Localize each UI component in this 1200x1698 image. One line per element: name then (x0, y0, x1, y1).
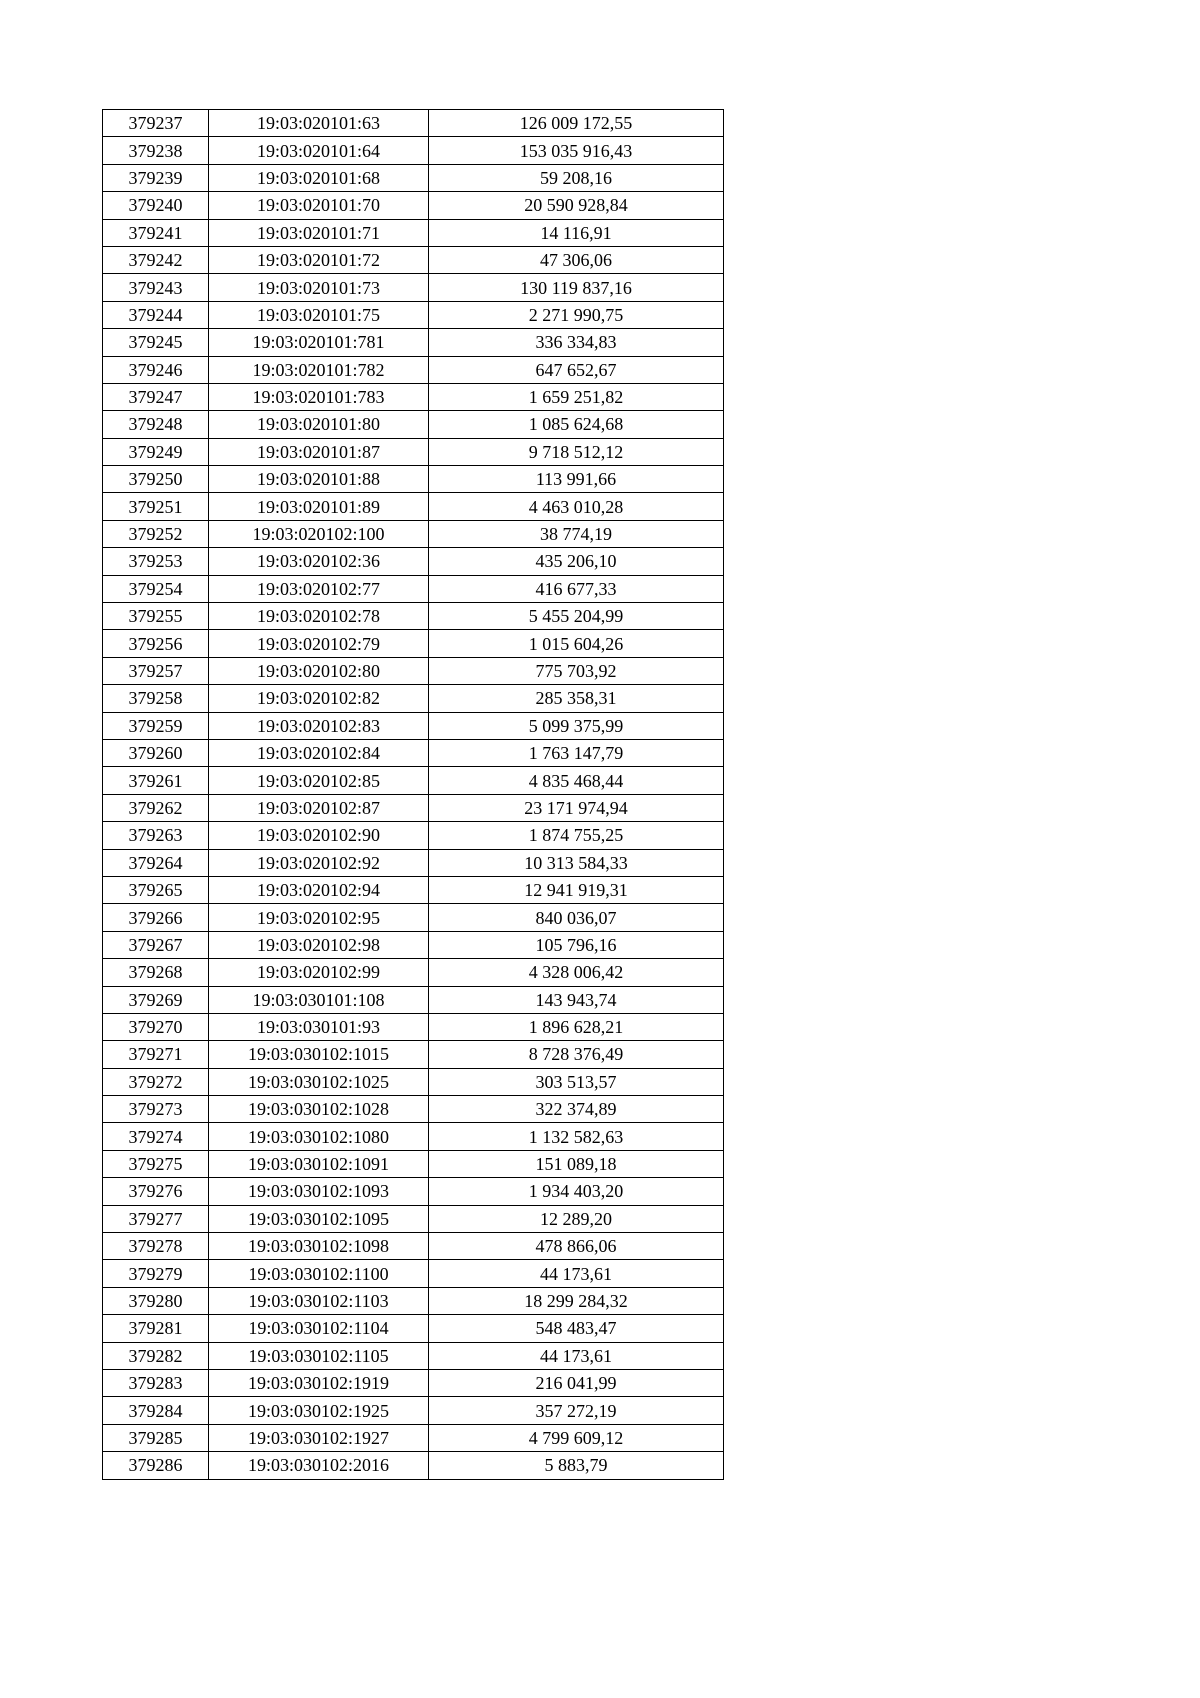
value-cell: 12 941 919,31 (429, 876, 724, 903)
cadastral-number-cell: 19:03:020102:99 (209, 959, 429, 986)
table-row (103, 1342, 724, 1369)
table-row (103, 137, 724, 164)
table-row (103, 246, 724, 273)
table-row (103, 986, 724, 1013)
value-cell: 126 009 172,55 (429, 110, 724, 137)
value-cell: 1 934 403,20 (429, 1178, 724, 1205)
value-cell: 2 271 990,75 (429, 301, 724, 328)
row-number-cell: 379274 (103, 1123, 209, 1150)
value-cell: 357 272,19 (429, 1397, 724, 1424)
row-number-cell: 379245 (103, 329, 209, 356)
cadastral-number-cell: 19:03:020102:87 (209, 794, 429, 821)
table-row (103, 466, 724, 493)
table-row (103, 520, 724, 547)
row-number-cell: 379244 (103, 301, 209, 328)
value-cell: 4 328 006,42 (429, 959, 724, 986)
value-cell: 1 896 628,21 (429, 1013, 724, 1040)
table-row (103, 1178, 724, 1205)
value-cell: 8 728 376,49 (429, 1041, 724, 1068)
table-row (103, 1397, 724, 1424)
table-row (103, 438, 724, 465)
row-number-cell: 379276 (103, 1178, 209, 1205)
table-row (103, 301, 724, 328)
value-cell: 336 334,83 (429, 329, 724, 356)
value-cell: 4 835 468,44 (429, 767, 724, 794)
value-cell: 5 883,79 (429, 1452, 724, 1479)
table-row (103, 1260, 724, 1287)
value-cell: 1 085 624,68 (429, 411, 724, 438)
row-number-cell: 379248 (103, 411, 209, 438)
cadastral-number-cell: 19:03:020102:98 (209, 931, 429, 958)
row-number-cell: 379260 (103, 739, 209, 766)
table-row (103, 1205, 724, 1232)
cadastral-number-cell: 19:03:020101:63 (209, 110, 429, 137)
cadastral-number-cell: 19:03:020101:783 (209, 383, 429, 410)
table-row (103, 767, 724, 794)
table-row (103, 164, 724, 191)
value-cell: 130 119 837,16 (429, 274, 724, 301)
cadastral-number-cell: 19:03:020101:71 (209, 219, 429, 246)
row-number-cell: 379268 (103, 959, 209, 986)
table-row (103, 1068, 724, 1095)
table-row (103, 274, 724, 301)
cadastral-number-cell: 19:03:020102:77 (209, 575, 429, 602)
table-row (103, 493, 724, 520)
value-cell: 5 099 375,99 (429, 712, 724, 739)
row-number-cell: 379262 (103, 794, 209, 821)
value-cell: 10 313 584,33 (429, 849, 724, 876)
row-number-cell: 379251 (103, 493, 209, 520)
table-row (103, 548, 724, 575)
cadastral-number-cell: 19:03:020102:90 (209, 822, 429, 849)
table-row (103, 1150, 724, 1177)
value-cell: 303 513,57 (429, 1068, 724, 1095)
cadastral-number-cell: 19:03:020102:95 (209, 904, 429, 931)
cadastral-number-cell: 19:03:030102:1028 (209, 1096, 429, 1123)
cadastral-number-cell: 19:03:020101:87 (209, 438, 429, 465)
table-row (103, 110, 724, 137)
row-number-cell: 379264 (103, 849, 209, 876)
value-cell: 4 799 609,12 (429, 1424, 724, 1451)
row-number-cell: 379267 (103, 931, 209, 958)
row-number-cell: 379269 (103, 986, 209, 1013)
cadastral-number-cell: 19:03:020102:100 (209, 520, 429, 547)
row-number-cell: 379257 (103, 657, 209, 684)
row-number-cell: 379275 (103, 1150, 209, 1177)
table-row (103, 1013, 724, 1040)
value-cell: 285 358,31 (429, 685, 724, 712)
cadastral-number-cell: 19:03:020101:80 (209, 411, 429, 438)
cadastral-number-cell: 19:03:030102:1080 (209, 1123, 429, 1150)
table-row (103, 1315, 724, 1342)
row-number-cell: 379254 (103, 575, 209, 602)
value-cell: 1 132 582,63 (429, 1123, 724, 1150)
row-number-cell: 379238 (103, 137, 209, 164)
table-body (103, 110, 724, 1480)
row-number-cell: 379261 (103, 767, 209, 794)
value-cell: 38 774,19 (429, 520, 724, 547)
row-number-cell: 379259 (103, 712, 209, 739)
cadastral-number-cell: 19:03:020102:80 (209, 657, 429, 684)
cadastral-number-cell: 19:03:020102:36 (209, 548, 429, 575)
row-number-cell: 379286 (103, 1452, 209, 1479)
cadastral-number-cell: 19:03:030102:1098 (209, 1233, 429, 1260)
cadastral-number-cell: 19:03:020101:782 (209, 356, 429, 383)
value-cell: 47 306,06 (429, 246, 724, 273)
row-number-cell: 379239 (103, 164, 209, 191)
table-row (103, 1452, 724, 1479)
table-row (103, 356, 724, 383)
row-number-cell: 379247 (103, 383, 209, 410)
value-cell: 14 116,91 (429, 219, 724, 246)
row-number-cell: 379270 (103, 1013, 209, 1040)
cadastral-number-cell: 19:03:020101:73 (209, 274, 429, 301)
row-number-cell: 379284 (103, 1397, 209, 1424)
cadastral-number-cell: 19:03:030101:93 (209, 1013, 429, 1040)
cadastral-number-cell: 19:03:020101:70 (209, 192, 429, 219)
value-cell: 1 659 251,82 (429, 383, 724, 410)
table-row (103, 1041, 724, 1068)
table-row (103, 630, 724, 657)
value-cell: 322 374,89 (429, 1096, 724, 1123)
table-row (103, 411, 724, 438)
value-cell: 151 089,18 (429, 1150, 724, 1177)
row-number-cell: 379285 (103, 1424, 209, 1451)
row-number-cell: 379243 (103, 274, 209, 301)
table-row (103, 192, 724, 219)
cadastral-number-cell: 19:03:020102:83 (209, 712, 429, 739)
cadastral-number-cell: 19:03:020102:79 (209, 630, 429, 657)
cadastral-number-cell: 19:03:030102:1104 (209, 1315, 429, 1342)
cadastral-number-cell: 19:03:030102:1100 (209, 1260, 429, 1287)
cadastral-number-cell: 19:03:030102:1105 (209, 1342, 429, 1369)
cadastral-number-cell: 19:03:030102:1927 (209, 1424, 429, 1451)
table-row (103, 1123, 724, 1150)
row-number-cell: 379250 (103, 466, 209, 493)
cadastral-number-cell: 19:03:030101:108 (209, 986, 429, 1013)
cadastral-number-cell: 19:03:020101:64 (209, 137, 429, 164)
cadastral-number-cell: 19:03:030102:1103 (209, 1287, 429, 1314)
value-cell: 23 171 974,94 (429, 794, 724, 821)
table-row (103, 794, 724, 821)
value-cell: 9 718 512,12 (429, 438, 724, 465)
table-row (103, 849, 724, 876)
table-row (103, 1287, 724, 1314)
value-cell: 20 590 928,84 (429, 192, 724, 219)
table-row (103, 657, 724, 684)
cadastral-number-cell: 19:03:020101:781 (209, 329, 429, 356)
value-cell: 1 015 604,26 (429, 630, 724, 657)
row-number-cell: 379281 (103, 1315, 209, 1342)
cadastral-number-cell: 19:03:020101:72 (209, 246, 429, 273)
value-cell: 44 173,61 (429, 1260, 724, 1287)
table-row (103, 1233, 724, 1260)
cadastral-number-cell: 19:03:020102:84 (209, 739, 429, 766)
table-row (103, 712, 724, 739)
cadastral-number-cell: 19:03:020102:78 (209, 603, 429, 630)
value-cell: 775 703,92 (429, 657, 724, 684)
cadastral-number-cell: 19:03:030102:2016 (209, 1452, 429, 1479)
cadastral-number-cell: 19:03:020101:89 (209, 493, 429, 520)
row-number-cell: 379237 (103, 110, 209, 137)
value-cell: 647 652,67 (429, 356, 724, 383)
value-cell: 5 455 204,99 (429, 603, 724, 630)
table-row (103, 739, 724, 766)
row-number-cell: 379265 (103, 876, 209, 903)
value-cell: 18 299 284,32 (429, 1287, 724, 1314)
table-row (103, 1369, 724, 1396)
cadastral-number-cell: 19:03:030102:1095 (209, 1205, 429, 1232)
row-number-cell: 379273 (103, 1096, 209, 1123)
row-number-cell: 379240 (103, 192, 209, 219)
value-cell: 548 483,47 (429, 1315, 724, 1342)
row-number-cell: 379266 (103, 904, 209, 931)
cadastral-number-cell: 19:03:020102:94 (209, 876, 429, 903)
cadastral-number-cell: 19:03:030102:1093 (209, 1178, 429, 1205)
cadastral-number-cell: 19:03:020102:85 (209, 767, 429, 794)
row-number-cell: 379246 (103, 356, 209, 383)
cadastral-number-cell: 19:03:020101:68 (209, 164, 429, 191)
row-number-cell: 379283 (103, 1369, 209, 1396)
table-row (103, 685, 724, 712)
row-number-cell: 379258 (103, 685, 209, 712)
cadastral-number-cell: 19:03:030102:1025 (209, 1068, 429, 1095)
cadastral-number-cell: 19:03:030102:1015 (209, 1041, 429, 1068)
table-row (103, 383, 724, 410)
row-number-cell: 379249 (103, 438, 209, 465)
value-cell: 216 041,99 (429, 1369, 724, 1396)
table-row (103, 1096, 724, 1123)
table-row (103, 959, 724, 986)
row-number-cell: 379242 (103, 246, 209, 273)
row-number-cell: 379277 (103, 1205, 209, 1232)
value-cell: 153 035 916,43 (429, 137, 724, 164)
cadastral-number-cell: 19:03:030102:1919 (209, 1369, 429, 1396)
row-number-cell: 379278 (103, 1233, 209, 1260)
value-cell: 840 036,07 (429, 904, 724, 931)
value-cell: 143 943,74 (429, 986, 724, 1013)
value-cell: 12 289,20 (429, 1205, 724, 1232)
cadastral-number-cell: 19:03:030102:1091 (209, 1150, 429, 1177)
table-row (103, 904, 724, 931)
row-number-cell: 379282 (103, 1342, 209, 1369)
row-number-cell: 379280 (103, 1287, 209, 1314)
cadastral-number-cell: 19:03:030102:1925 (209, 1397, 429, 1424)
value-cell: 59 208,16 (429, 164, 724, 191)
value-cell: 113 991,66 (429, 466, 724, 493)
row-number-cell: 379271 (103, 1041, 209, 1068)
table-row (103, 219, 724, 246)
table-row (103, 822, 724, 849)
value-cell: 416 677,33 (429, 575, 724, 602)
cadastral-number-cell: 19:03:020101:88 (209, 466, 429, 493)
table-row (103, 575, 724, 602)
cadastral-number-cell: 19:03:020101:75 (209, 301, 429, 328)
table-row (103, 1424, 724, 1451)
row-number-cell: 379253 (103, 548, 209, 575)
value-cell: 478 866,06 (429, 1233, 724, 1260)
cadastral-number-cell: 19:03:020102:92 (209, 849, 429, 876)
table-row (103, 329, 724, 356)
row-number-cell: 379256 (103, 630, 209, 657)
value-cell: 435 206,10 (429, 548, 724, 575)
value-cell: 1 763 147,79 (429, 739, 724, 766)
row-number-cell: 379263 (103, 822, 209, 849)
row-number-cell: 379252 (103, 520, 209, 547)
cadastral-value-table (102, 109, 724, 1480)
value-cell: 105 796,16 (429, 931, 724, 958)
row-number-cell: 379272 (103, 1068, 209, 1095)
cadastral-number-cell: 19:03:020102:82 (209, 685, 429, 712)
value-cell: 4 463 010,28 (429, 493, 724, 520)
value-cell: 1 874 755,25 (429, 822, 724, 849)
row-number-cell: 379241 (103, 219, 209, 246)
table-row (103, 931, 724, 958)
row-number-cell: 379279 (103, 1260, 209, 1287)
value-cell: 44 173,61 (429, 1342, 724, 1369)
table-row (103, 876, 724, 903)
row-number-cell: 379255 (103, 603, 209, 630)
table-row (103, 603, 724, 630)
